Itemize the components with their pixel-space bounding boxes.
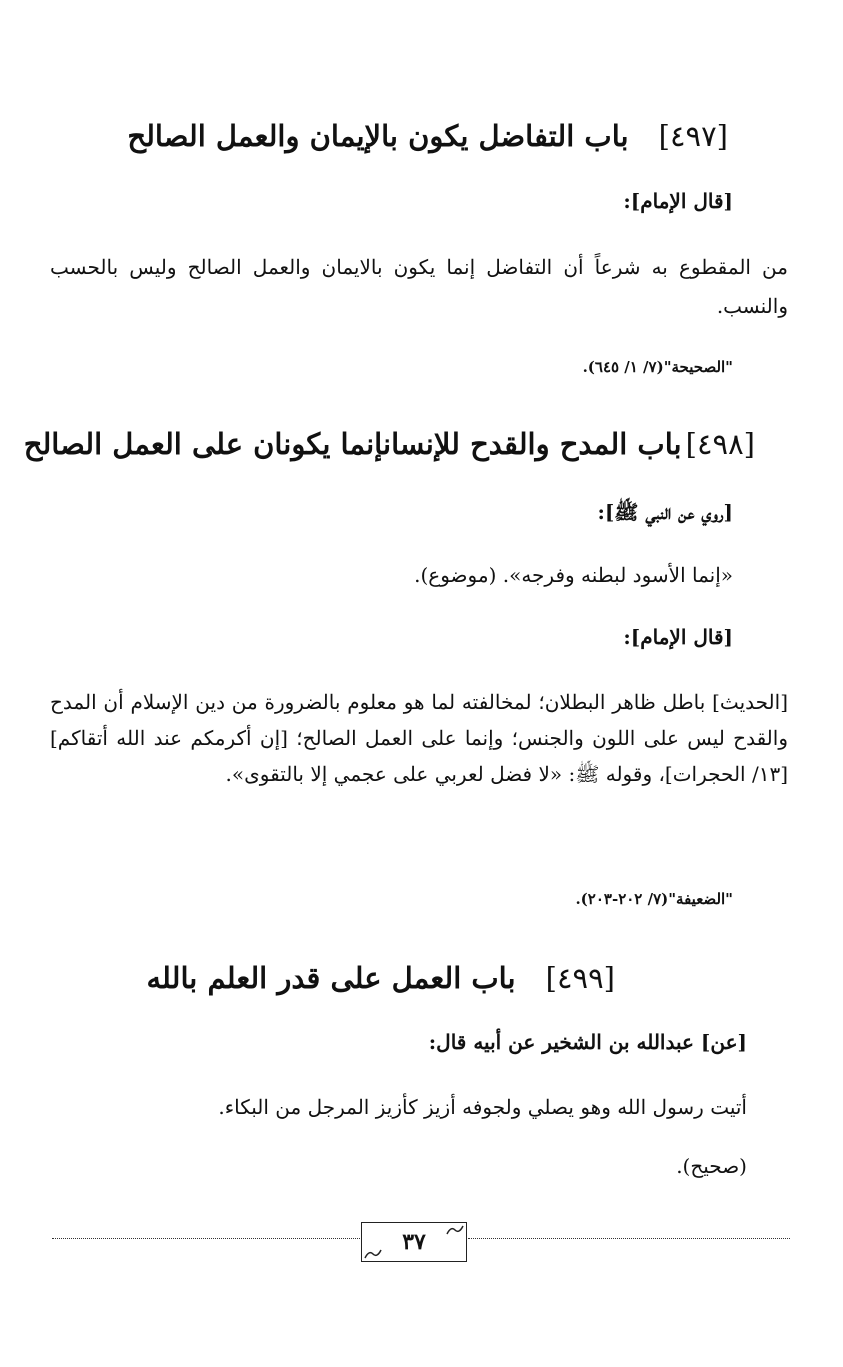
section-498-heading	[24, 424, 755, 464]
page-number: ٣٧	[402, 1229, 426, 1255]
section-498-source: "الضعيفة"(٧/ ٢٠٢-٢٠٣).	[575, 890, 733, 908]
section-498-hadith: «إنما الأسود لبطنه وفرجه». (موضوع).	[414, 563, 733, 587]
footer-rule-left	[52, 1238, 360, 1239]
page-number-box	[361, 1222, 467, 1262]
ornament-icon	[446, 1225, 464, 1235]
section-497-source: "الصحيحة"(٧/ ١/ ٦٤٥).	[582, 358, 733, 376]
section-title: باب التفاضل يكون بالإيمان والعمل الصالح	[127, 119, 629, 153]
section-498-label-1: [روي عن النبي ﷺ]:	[597, 500, 733, 524]
section-497-heading	[127, 116, 728, 156]
section-499-hadith: أتيت رسول الله وهو يصلي ولجوفه أزيز كأزيز المرجل من البكاء.	[218, 1095, 747, 1119]
section-499-heading	[146, 958, 615, 998]
section-497-label: [قال الإمام]:	[623, 189, 733, 213]
section-497-paragraph: من المقطوع به شرعاً أن التفاضل إنما يكون بالايمان والعمل الصالح وليس بالحسب والنسب.	[50, 255, 788, 318]
section-498-paragraph: [الحديث] باطل ظاهر البطلان؛ لمخالفته لما هو معلوم بالضرورة من دين الإسلام أن المدح والقدح ليس على اللون والجنس؛ وإنما على العمل الصالح؛ [إن أكرمكم عند الله أتقاكم] [١٣/ الحجرات]، وقوله ﷺ: «لا فضل لعربي على عجمي إلا بالتقوى».	[50, 690, 788, 786]
section-498-label-2: [قال الإمام]:	[623, 625, 733, 649]
ornament-icon	[364, 1249, 382, 1259]
section-499-grade: (صحيح).	[676, 1154, 747, 1178]
section-number: [٤٩٩]	[545, 961, 615, 995]
footer-rule-right	[468, 1238, 790, 1239]
section-title: باب المدح والقدح للإنسانإنما يكونان على العمل الصالح	[23, 427, 682, 461]
section-499-label: [عن] عبدالله بن الشخير عن أبيه قال:	[428, 1030, 747, 1054]
section-number: [٤٩٧]	[658, 119, 728, 153]
section-title: باب العمل على قدر العلم بالله	[146, 961, 516, 995]
section-number: [٤٩٨]	[685, 427, 755, 461]
